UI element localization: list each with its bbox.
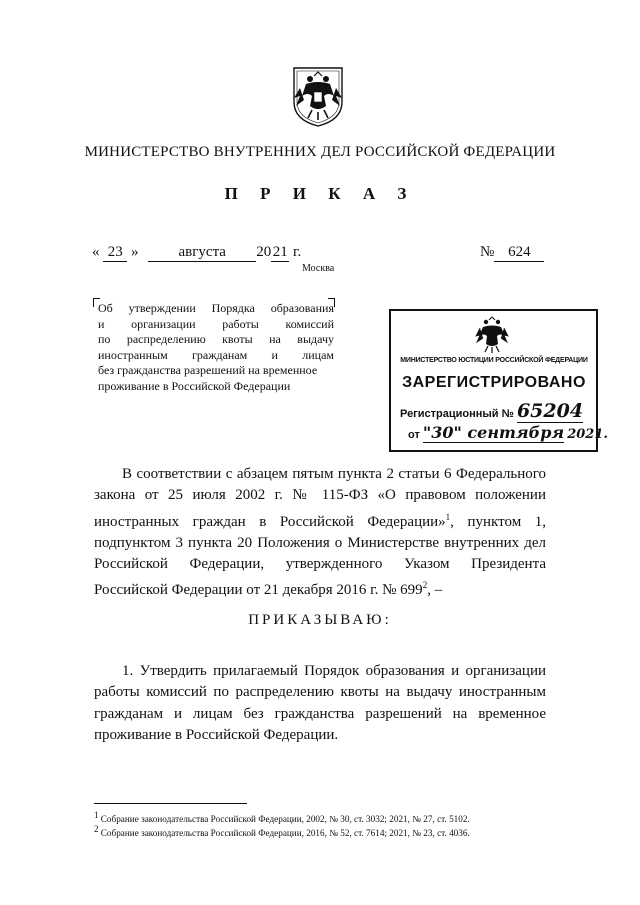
clause-1-text: 1. Утвердить прилагаемый Порядок образования и организации работы комиссий по распределению квоты на выдачу иностранным гражданам и лицам без гражданства разрешений на временное проживание в Российской Федерации. bbox=[94, 663, 546, 743]
stamp-reg-number: 65204 bbox=[516, 400, 584, 422]
subject-line: иностранным гражданам и лицам bbox=[98, 347, 334, 362]
preamble-part: , – bbox=[427, 582, 443, 599]
footnote-ref[interactable]: 1 bbox=[445, 511, 451, 522]
footnote-text: Собрание законодательства Российской Федерации, 2002, № 30, ст. 3032; 2021, № 27, ст. 5102. bbox=[98, 814, 470, 825]
preamble-part: , пунктом 1, подпунктом 3 пункта 20 Положения о Министерстве внутренних дел Российской Федерации, утвержденного Указом Президента Российской Федерации от 21 декабря 2016 г. № 699 bbox=[94, 513, 546, 599]
footnote-mark: 2 bbox=[94, 824, 99, 834]
stamp-reg-label: Регистрационный № bbox=[400, 408, 514, 420]
order-number bbox=[480, 244, 544, 262]
footnote-text: Собрание законодательства Российской Федерации, 2016, № 52, ст. 7614; 2021, № 23, ст. 4036. bbox=[98, 828, 470, 839]
date-close-quote: » bbox=[131, 244, 139, 260]
stamp-emblem-icon bbox=[475, 314, 509, 354]
stamp-date-handwritten: "30" сентября bbox=[422, 423, 565, 442]
stamp-year-handwritten: 2021. bbox=[567, 427, 608, 442]
preamble-paragraph bbox=[94, 464, 546, 602]
stamp-ministry: МИНИСТЕРСТВО ЮСТИЦИИ РОССИЙСКОЙ ФЕДЕРАЦИИ bbox=[400, 357, 588, 364]
subject-line: проживание в Российской Федерации bbox=[98, 378, 291, 393]
coat-of-arms-emblem bbox=[290, 62, 346, 128]
order-subject bbox=[98, 301, 334, 395]
footnote-ref[interactable]: 2 bbox=[422, 580, 428, 591]
date-open-quote: « bbox=[92, 244, 100, 260]
date-year-prefix: 20 bbox=[256, 244, 272, 260]
subject-line: без гражданства разрешений на временное bbox=[98, 363, 318, 378]
footnote-mark: 1 bbox=[94, 810, 99, 820]
preamble-text bbox=[94, 464, 546, 602]
number-value: 624 bbox=[494, 244, 544, 262]
date-day: 23 bbox=[103, 244, 127, 262]
subject-line: Об утверждении Порядка образования bbox=[98, 301, 334, 315]
subject-line: и организации работы комиссий bbox=[98, 316, 334, 331]
stamp-from-label: от bbox=[408, 429, 420, 441]
city: Москва bbox=[302, 263, 335, 274]
subject-line: по распределению квоты на выдачу bbox=[98, 332, 334, 347]
stamp-date-line bbox=[408, 423, 608, 442]
date-year-mark: г. bbox=[293, 244, 302, 260]
number-label: № bbox=[480, 244, 495, 260]
footnote-2 bbox=[94, 824, 470, 838]
order-directive-word: ПРИКАЗЫВАЮ: bbox=[248, 612, 392, 628]
document-type-heading: П Р И К А З bbox=[224, 184, 416, 203]
date-month: августа bbox=[148, 244, 256, 262]
clause-1 bbox=[94, 661, 546, 746]
stamp-registration-line bbox=[400, 400, 583, 422]
order-date bbox=[92, 244, 301, 262]
preamble-part: В соответствии с абзацем пятым пункта 2 статьи 6 Федерального закона от 25 июля 2002 г. № 115-ФЗ «О правовом положении иностранных граждан в Российской Федерации» bbox=[94, 466, 546, 530]
footnote-divider bbox=[94, 803, 247, 804]
date-year-suffix: 21 bbox=[272, 244, 288, 260]
footnote-1 bbox=[94, 810, 470, 824]
ministry-title: МИНИСТЕРСТВО ВНУТРЕННИХ ДЕЛ РОССИЙСКОЙ ФЕДЕРАЦИИ bbox=[84, 144, 556, 160]
stamp-status: ЗАРЕГИСТРИРОВАНО bbox=[402, 374, 586, 391]
